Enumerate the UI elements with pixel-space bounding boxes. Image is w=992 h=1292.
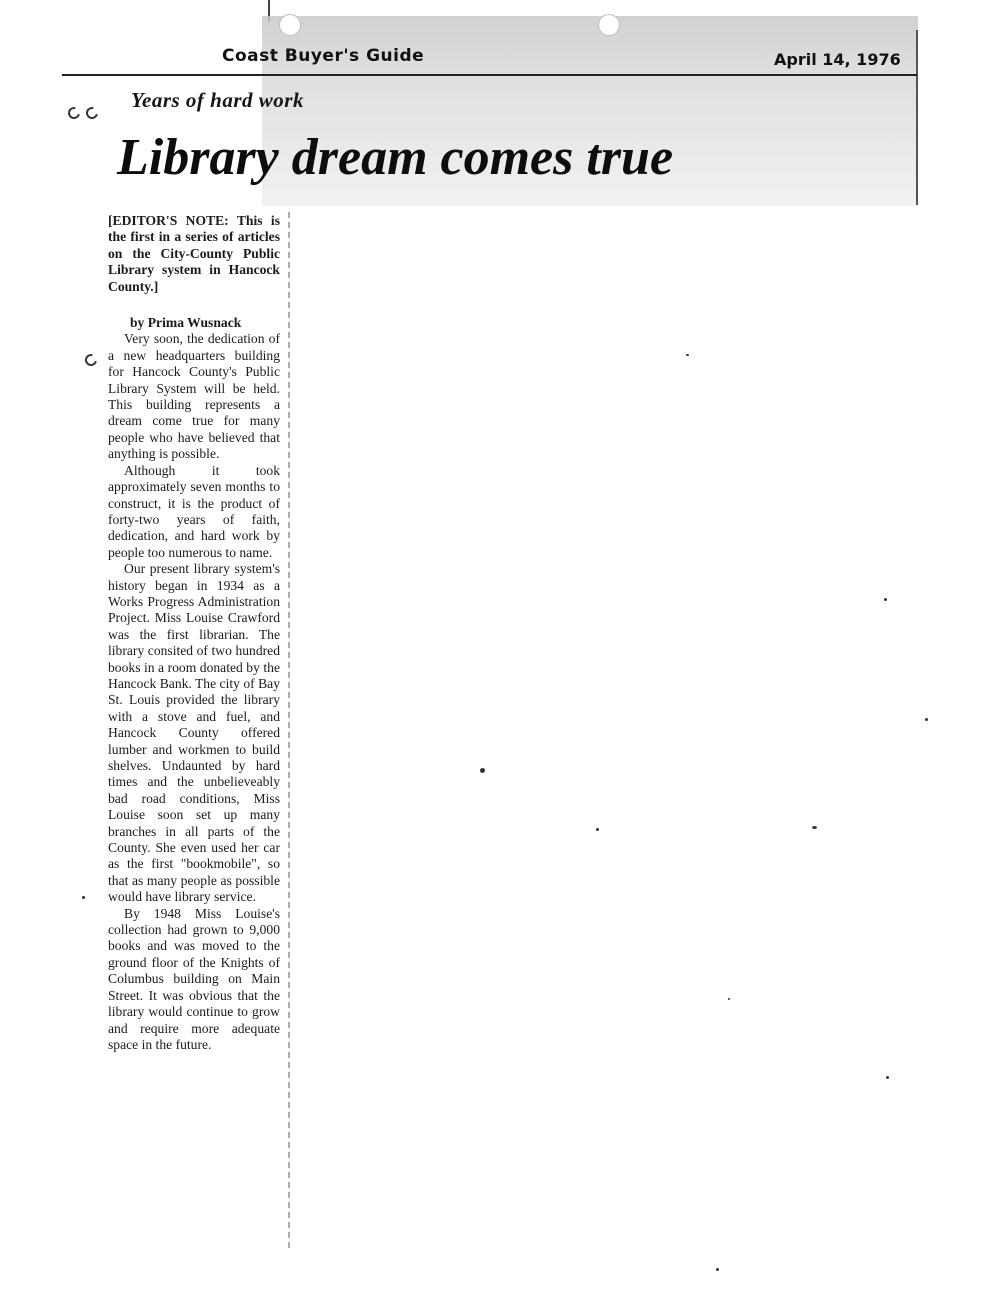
clipping-edge-rule [916,30,918,205]
article-paragraph: Our present library system's history began in 1934 as a Works Progress Administration Project. Miss Louise Crawford was the first librarian. The library consited of two hundred books in a room donated by the Hancock Bank. The city of Bay St. Louis provided the library with a stove and fuel, and Hancock County offered lumber and workmen to build shelves. Undaunted by hard times and the unbelieveably bad road conditions, Miss Louise soon set up many branches in all parts of the County. She even used her car as the first "bookmobile", so that as many people as possible would have library service. [108,561,280,905]
newspaper-date: April 14, 1976 [774,50,901,69]
masthead-rule [62,74,917,76]
scan-speck [480,768,485,773]
article-kicker: Years of hard work [131,88,304,112]
byline: by Prima Wusnack [130,315,242,331]
scan-speck [925,718,928,721]
article-body [108,213,280,1053]
scan-speck [596,828,599,831]
punch-hole [279,14,301,36]
scan-speck [82,896,85,899]
newspaper-name: Coast Buyer's Guide [222,46,425,66]
clip-mark-icon [66,105,82,121]
article-paragraph: By 1948 Miss Louise's collection had grown to 9,000 books and was moved to the ground floor of the Knights of Columbus building on Main Street. It was obvious that the library would continue to grow and require more adequate space in the future. [108,905,280,1052]
clip-mark-icon [83,352,99,368]
column-rule [288,212,290,1252]
scan-speck [812,826,817,829]
article-paragraph: Very soon, the dedication of a new headquarters building for Hancock County's Public Library System will be held. This building represents a dream come true for many people who have believed that anything is possible. [108,331,280,462]
scan-speck [686,354,689,356]
scan-speck [728,998,730,1000]
punch-hole [598,14,620,36]
article-headline: Library dream comes true [117,129,674,186]
scan-speck [886,1076,889,1079]
scan-speck [884,598,887,601]
editors-note: [EDITOR'S NOTE: This is the first in a series of articles on the City-County Public Library system in Hancock County.] [108,213,280,294]
clip-mark-icon [84,105,100,121]
scan-speck [716,1268,719,1271]
article-paragraph: Although it took approximately seven months to construct, it is the product of forty-two years of faith, dedication, and hard work by people too numerous to name. [108,462,280,560]
